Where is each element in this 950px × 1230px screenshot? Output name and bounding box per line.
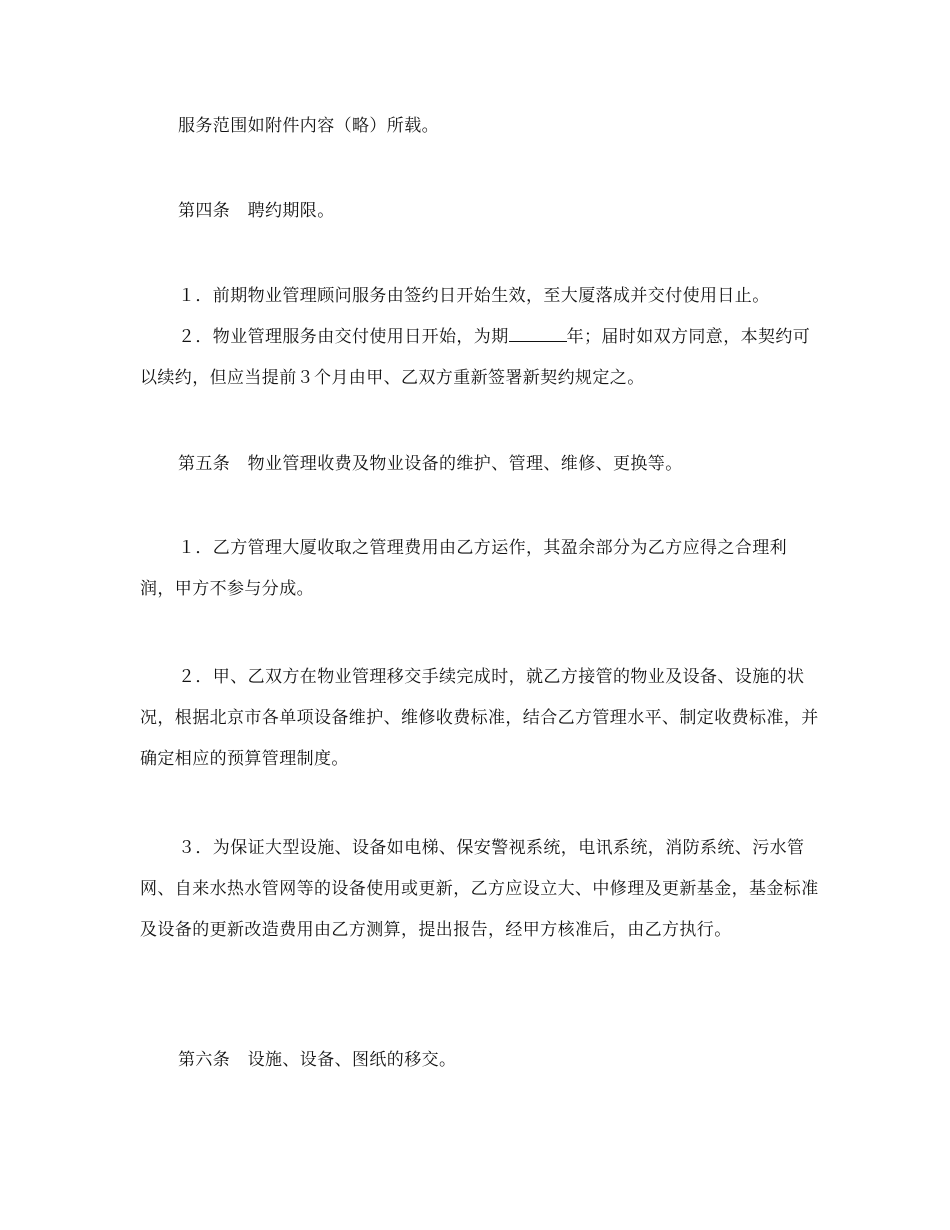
article-4-item-2-part-2: 年；届时如双方同意，本契约可以续约，但应当提前３个月由甲、乙双方重新签署新契约规定之。 bbox=[140, 327, 811, 388]
article-4-heading: 第四条 聘约期限。 bbox=[178, 201, 335, 221]
article-5-item-2: ２．甲、乙双方在物业管理移交手续完成时，就乙方接管的物业及设备、设施的状况，根据北京市各单项设备维护、维修收费标准，结合乙方管理水平、制定收费标准，并确定相应的预算管理制度。 bbox=[140, 667, 819, 769]
article-6-heading: 第六条 设施、设备、图纸的移交。 bbox=[178, 1050, 457, 1070]
fill-in-blank-years bbox=[509, 327, 567, 342]
article-4-item-2-part-1: ２．物业管理服务由交付使用日开始，为期 bbox=[178, 327, 509, 347]
article-4-item-2 bbox=[140, 317, 820, 399]
article-5-heading: 第五条 物业管理收费及物业设备的维护、管理、维修、更换等。 bbox=[178, 454, 683, 474]
scope-paragraph: 服务范围如附件内容（略）所载。 bbox=[178, 116, 439, 136]
article-5-item-3: ３．为保证大型设施、设备如电梯、保安警视系统，电讯系统，消防系统、污水管网、自来水热水管网等的设备使用或更新，乙方应设立大、中修理及更新基金，基金标准及设备的更新改造费用由乙方测算，提出报告，经甲方核准后，由乙方执行。 bbox=[140, 838, 819, 940]
article-5-item-1: １．乙方管理大厦收取之管理费用由乙方运作，其盈余部分为乙方应得之合理利润，甲方不参与分成。 bbox=[140, 538, 787, 599]
article-4-item-1: １．前期物业管理顾问服务由签约日开始生效，至大厦落成并交付使用日止。 bbox=[178, 286, 770, 306]
